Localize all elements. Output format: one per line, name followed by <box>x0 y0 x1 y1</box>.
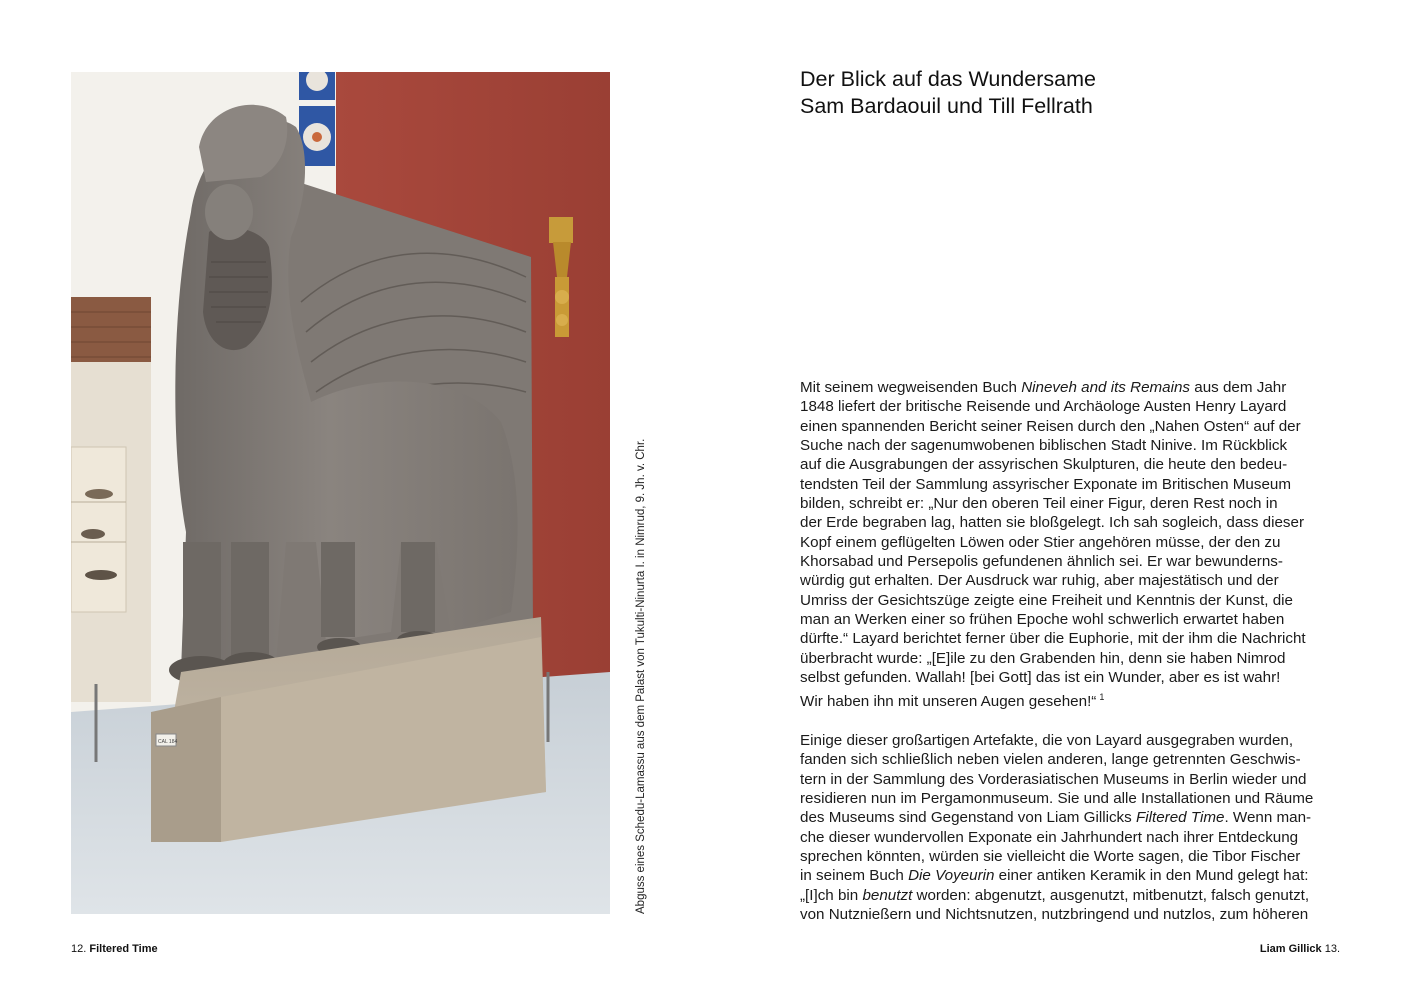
text-run: aus dem Jahr <box>1190 379 1287 396</box>
text-line <box>800 417 1340 436</box>
lamassu-photo <box>71 72 610 914</box>
title-line-2: Sam Bardaouil und Till Fellrath <box>800 94 1093 118</box>
text-run: „[I]ch bin <box>800 886 863 904</box>
text-run: dürfte.“ Layard berichtet ferner über die Euphorie, mit der ihm die Nachricht <box>800 630 1306 648</box>
text-line <box>800 436 1340 455</box>
text-run: tern in der Sammlung des Vorderasiatischen Museums in Berlin wieder und <box>800 770 1307 788</box>
text-line <box>800 455 1340 474</box>
text-line <box>800 866 1340 885</box>
text-run: würdig gut erhalten. Der Ausdruck war ruhig, aber majestätisch und der <box>800 572 1279 590</box>
page-title <box>800 66 1096 120</box>
text-line <box>800 378 1340 397</box>
text-line <box>800 494 1340 513</box>
text-line <box>800 533 1340 552</box>
text-line <box>800 828 1340 847</box>
footer-title-right: Liam Gillick <box>1259 943 1322 955</box>
text-run: Kopf einem geflügelten Löwen oder Stier angehören müsse, der den zu <box>800 533 1281 551</box>
footer-right <box>1260 943 1340 955</box>
text-run: des Museums sind Gegenstand von Liam Gillicks <box>800 809 1136 827</box>
text-line <box>800 688 1340 711</box>
italic-title: Nineveh and its Remains <box>1021 379 1191 396</box>
footer-title-left: Filtered Time <box>89 943 158 955</box>
footnote-marker: 1 <box>1099 691 1105 702</box>
text-run: auf die Ausgrabungen der assyrischen Skulpturen, die heute den bedeu- <box>800 456 1288 474</box>
page-number-left: 12. <box>71 943 87 955</box>
text-line <box>800 475 1340 494</box>
text-line <box>800 591 1340 610</box>
text-line <box>800 513 1340 532</box>
plinth-label: CAL 184 <box>158 739 178 745</box>
photo-caption: Abguss eines Schedu-Lamassu aus dem Palast von Tukulti-Ninurta I. in Nimrud, 9. Jh. v. Chr. <box>635 438 647 914</box>
text-line <box>800 731 1340 750</box>
text-line <box>800 629 1340 648</box>
text-run: 1848 liefert der britische Reisende und Archäologe Austen Henry Layard <box>800 398 1287 416</box>
text-run: Suche nach der sagenumwobenen biblischen Stadt Ninive. Im Rückblick <box>800 437 1288 455</box>
footer-left <box>71 943 158 955</box>
text-run: tendsten Teil der Sammlung assyrischer Exponate im Britischen Museum <box>800 475 1291 493</box>
text-line <box>800 610 1340 629</box>
text-run: bilden, schreibt er: „Nur den oberen Teil einer Figur, deren Rest noch in <box>800 495 1278 513</box>
text-line <box>800 571 1340 590</box>
text-run: residieren nun im Pergamonmuseum. Sie und alle Installationen und Räume <box>800 789 1314 807</box>
text-line <box>800 770 1340 789</box>
text-line <box>800 847 1340 866</box>
paragraph-2 <box>800 731 1340 924</box>
text-line <box>800 668 1340 687</box>
body-text <box>800 378 1340 944</box>
italic-title: Filtered Time <box>1135 809 1225 827</box>
text-line <box>800 905 1340 924</box>
text-line <box>800 649 1340 668</box>
text-run: in seinem Buch <box>800 867 909 885</box>
italic-title: Die Voyeurin <box>908 867 995 885</box>
text-run: selbst gefunden. Wallah! [bei Gott] das ist ein Wunder, aber es ist wahr! <box>800 669 1281 687</box>
text-run: Khorsabad und Persepolis gefundenen ähnlich sei. Er war bewunderns- <box>800 553 1283 571</box>
text-run: der Erde begraben lag, hatten sie bloßgelegt. Ich sah sogleich, dass dieser <box>800 514 1305 532</box>
text-run: Wir haben ihn mit unseren Augen gesehen!“ <box>800 692 1097 710</box>
text-run: che dieser wundervollen Exponate ein Jahrhundert nach ihrer Entdeckung <box>800 828 1299 846</box>
text-run: . Wenn man- <box>1224 809 1312 827</box>
text-run: man an Werken einer so frühen Epoche wohl schwerlich erwartet haben <box>800 611 1285 629</box>
text-line <box>800 789 1340 808</box>
title-line-1: Der Blick auf das Wundersame <box>800 67 1096 91</box>
text-run: worden: abgenutzt, ausgenutzt, mitbenutzt, falsch genutzt, <box>912 886 1310 904</box>
text-line <box>800 808 1340 827</box>
text-line <box>800 750 1340 769</box>
paragraph-1 <box>800 378 1340 711</box>
text-run: einen spannenden Bericht seiner Reisen durch den „Nahen Osten“ auf der <box>800 417 1301 435</box>
text-line <box>800 552 1340 571</box>
text-run: einer antiken Keramik in den Mund gelegt hat: <box>994 867 1309 885</box>
text-run: Einige dieser großartigen Artefakte, die von Layard ausgegraben wurden, <box>800 731 1294 749</box>
text-run: Mit seinem wegweisenden Buch <box>800 379 1022 396</box>
italic-title: benutzt <box>862 886 913 904</box>
text-run: fanden sich schließlich neben vielen anderen, lange getrennten Geschwis- <box>800 751 1301 769</box>
text-run: Umriss der Gesichtszüge zeigte eine Freiheit und Kenntnis der Kunst, die <box>800 591 1294 609</box>
text-run: von Nutznießern und Nichtsnutzen, nutzbringend und nutzlos, zum höheren <box>800 906 1309 923</box>
text-run: überbracht wurde: „[E]ile zu den Grabenden hin, denn sie haben Nimrod <box>800 649 1286 667</box>
text-line <box>800 886 1340 905</box>
text-line <box>800 397 1340 416</box>
text-run: sprechen könnten, würden sie vielleicht die Worte sagen, die Tibor Fischer <box>800 847 1301 865</box>
page-number-right: 13. <box>1324 943 1340 955</box>
